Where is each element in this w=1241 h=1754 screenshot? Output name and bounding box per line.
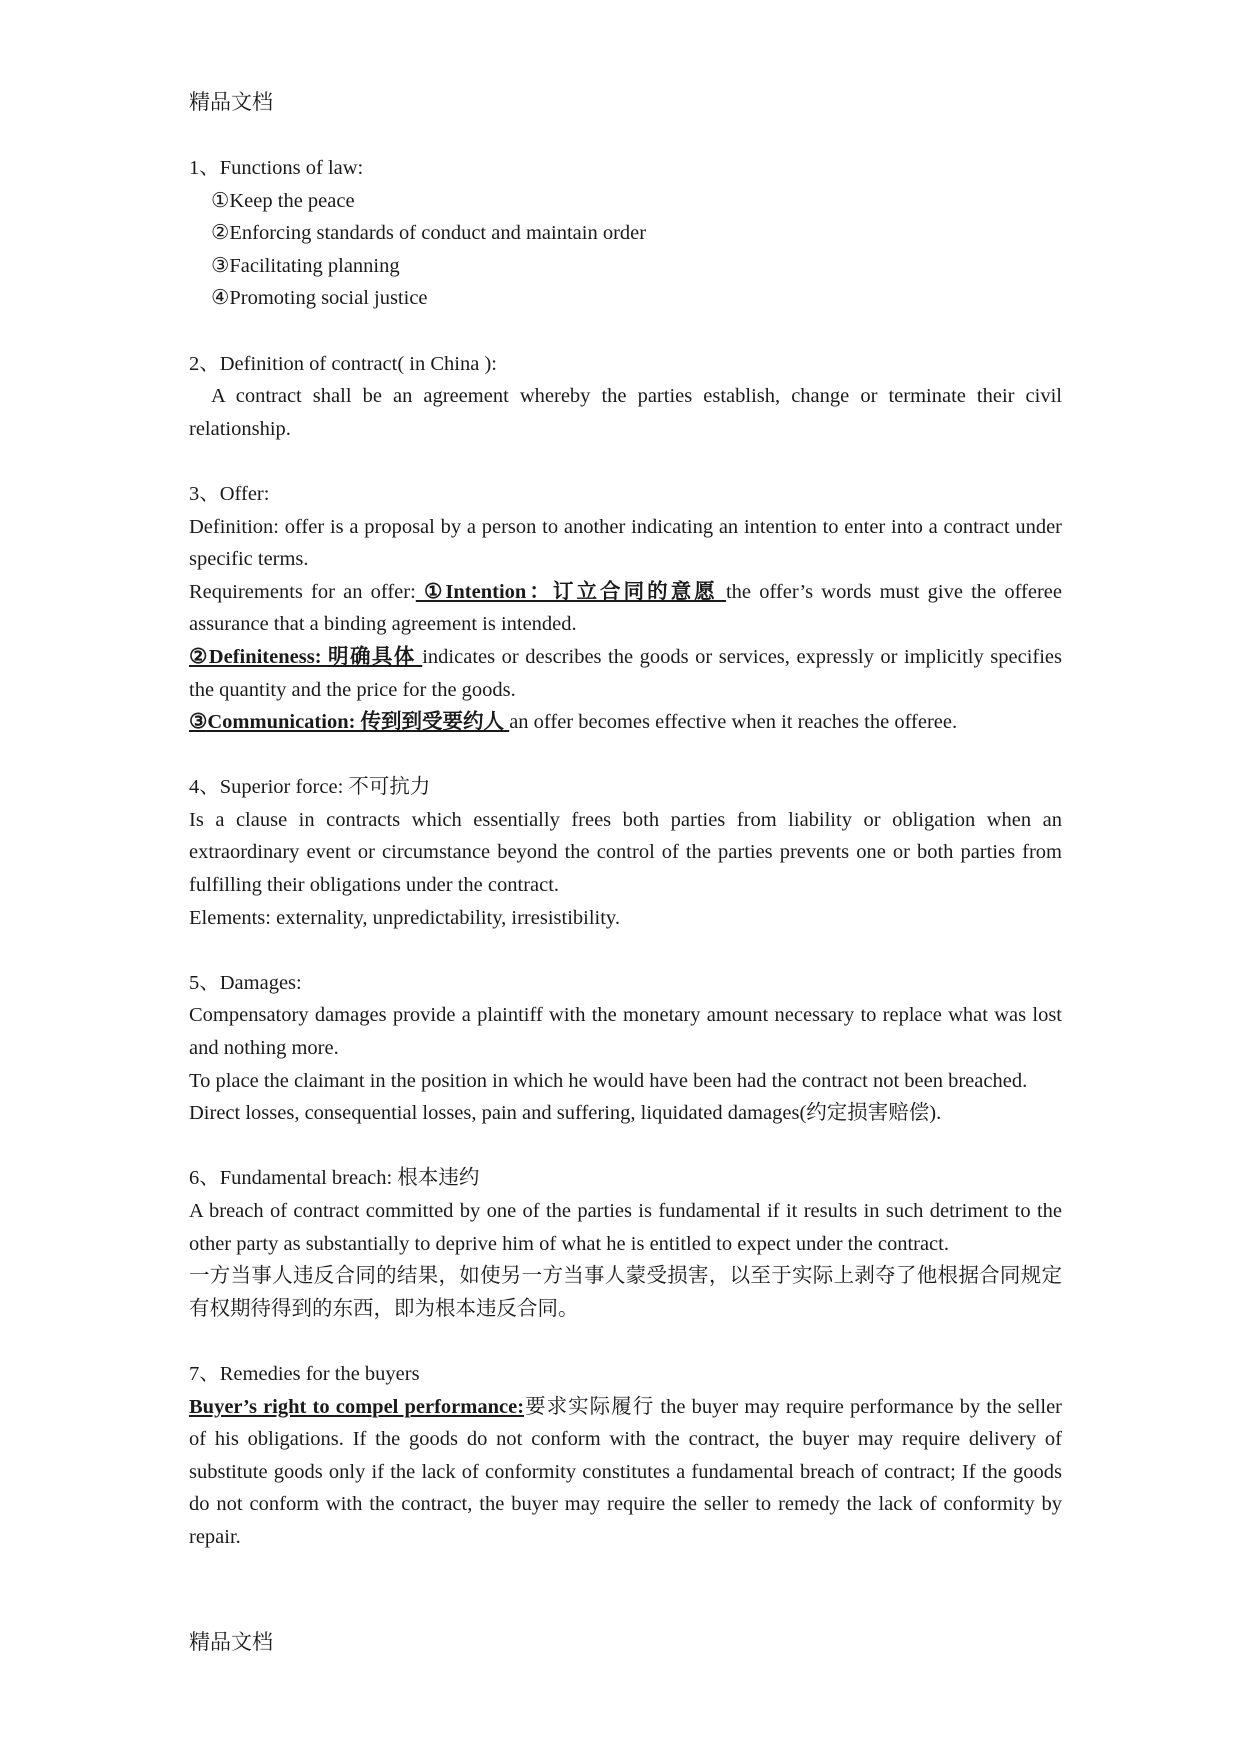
page-footer: 精品文档 — [189, 1630, 273, 1654]
page-header: 精品文档 — [189, 90, 273, 114]
paragraph — [189, 1391, 1062, 1554]
section-title: 3、Offer: — [189, 482, 270, 505]
paragraph: A contract shall be an agreement whereby the parties establish, change or terminate their civil relationship. — [189, 385, 1062, 440]
section-functions-of-law — [189, 152, 1062, 315]
requirement-text: an offer becomes effective when it reaches the offeree. — [509, 711, 958, 734]
paragraph-english: A breach of contract committed by one of the parties is fundamental if it results in such detriment to the other party as substantially to deprive him of what he is entitled to expect under the contract. — [189, 1200, 1062, 1255]
list-item: ④Promoting social justice — [211, 287, 428, 310]
remedy-label: Buyer’s right to compel performance: — [189, 1395, 525, 1418]
paragraph: To place the claimant in the position in which he would have been had the contract not been breached. — [189, 1069, 1028, 1092]
section-title: 2、Definition of contract( in China ): — [189, 352, 497, 375]
paragraph-requirement-definiteness — [189, 641, 1062, 706]
paragraph: Is a clause in contracts which essentially frees both parties from liability or obligation when an extraordinary event or circumstance beyond the control of the parties prevents one or both parties from fulfilling their obligations under the contract. — [189, 808, 1062, 897]
paragraph-chinese: 一方当事人违反合同的结果，如使另一方当事人蒙受损害，以至于实际上剥夺了他根据合同规定有权期待得到的东西，即为根本违反合同。 — [189, 1265, 1062, 1320]
section-title: 7、Remedies for the buyers — [189, 1362, 420, 1385]
document-page — [189, 86, 1062, 1586]
section-superior-force — [189, 771, 1062, 934]
paragraph-requirement-intention — [189, 576, 1062, 641]
paragraph-definition: Definition: offer is a proposal by a person to another indicating an intention to enter into a contract under specific terms. — [189, 515, 1062, 571]
section-damages — [189, 967, 1062, 1130]
requirement-text: the offer’s words must give the offeree assurance that a binding agreement is intended. — [189, 580, 1062, 636]
paragraph: Compensatory damages provide a plaintiff with the monetary amount necessary to replace what was lost and nothing more. — [189, 1004, 1062, 1060]
section-offer — [189, 478, 1062, 739]
section-fundamental-breach — [189, 1162, 1062, 1325]
requirements-lead: Requirements for an offer: — [189, 580, 416, 603]
paragraph-requirement-communication — [189, 706, 1062, 739]
list-item: ①Keep the peace — [211, 189, 355, 212]
paragraph: Direct losses, consequential losses, pain and suffering, liquidated damages(约定损害赔偿). — [189, 1102, 942, 1125]
requirement-label: ①Intention：订立合同的意愿 — [415, 580, 726, 603]
list-item: ②Enforcing standards of conduct and maintain order — [211, 222, 647, 245]
requirement-label: ③Communication: 传到到受要约人 — [189, 711, 510, 734]
section-definition-of-contract — [189, 348, 1062, 446]
section-remedies-for-buyers — [189, 1358, 1062, 1554]
paragraph-elements: Elements: externality, unpredictability, irresistibility. — [189, 906, 620, 929]
remedy-text: the buyer may require performance by the seller of his obligations. If the goods do not conform with the contract, the buyer may require delivery of substitute goods only if the lack of conformity constitutes a fundamental breach of contract; If the goods do not conform with the contract, the buyer may require the seller to remedy the lack of conformity by repair. — [189, 1395, 1063, 1548]
section-title: 1、Functions of law: — [189, 157, 364, 179]
section-title: 4、Superior force: 不可抗力 — [189, 776, 431, 799]
section-title: 6、Fundamental breach: 根本违约 — [189, 1167, 480, 1190]
section-title: 5、Damages: — [189, 971, 302, 994]
document-content — [189, 152, 1062, 1554]
list-item: ③Facilitating planning — [211, 254, 400, 277]
requirement-text: indicates or describes the goods or services, expressly or implicitly specifies the quantity and the price for the goods. — [189, 645, 1062, 701]
remedy-chinese: 要求实际履行 — [524, 1395, 661, 1418]
requirement-label: ②Definiteness: 明确具体 — [189, 645, 423, 668]
